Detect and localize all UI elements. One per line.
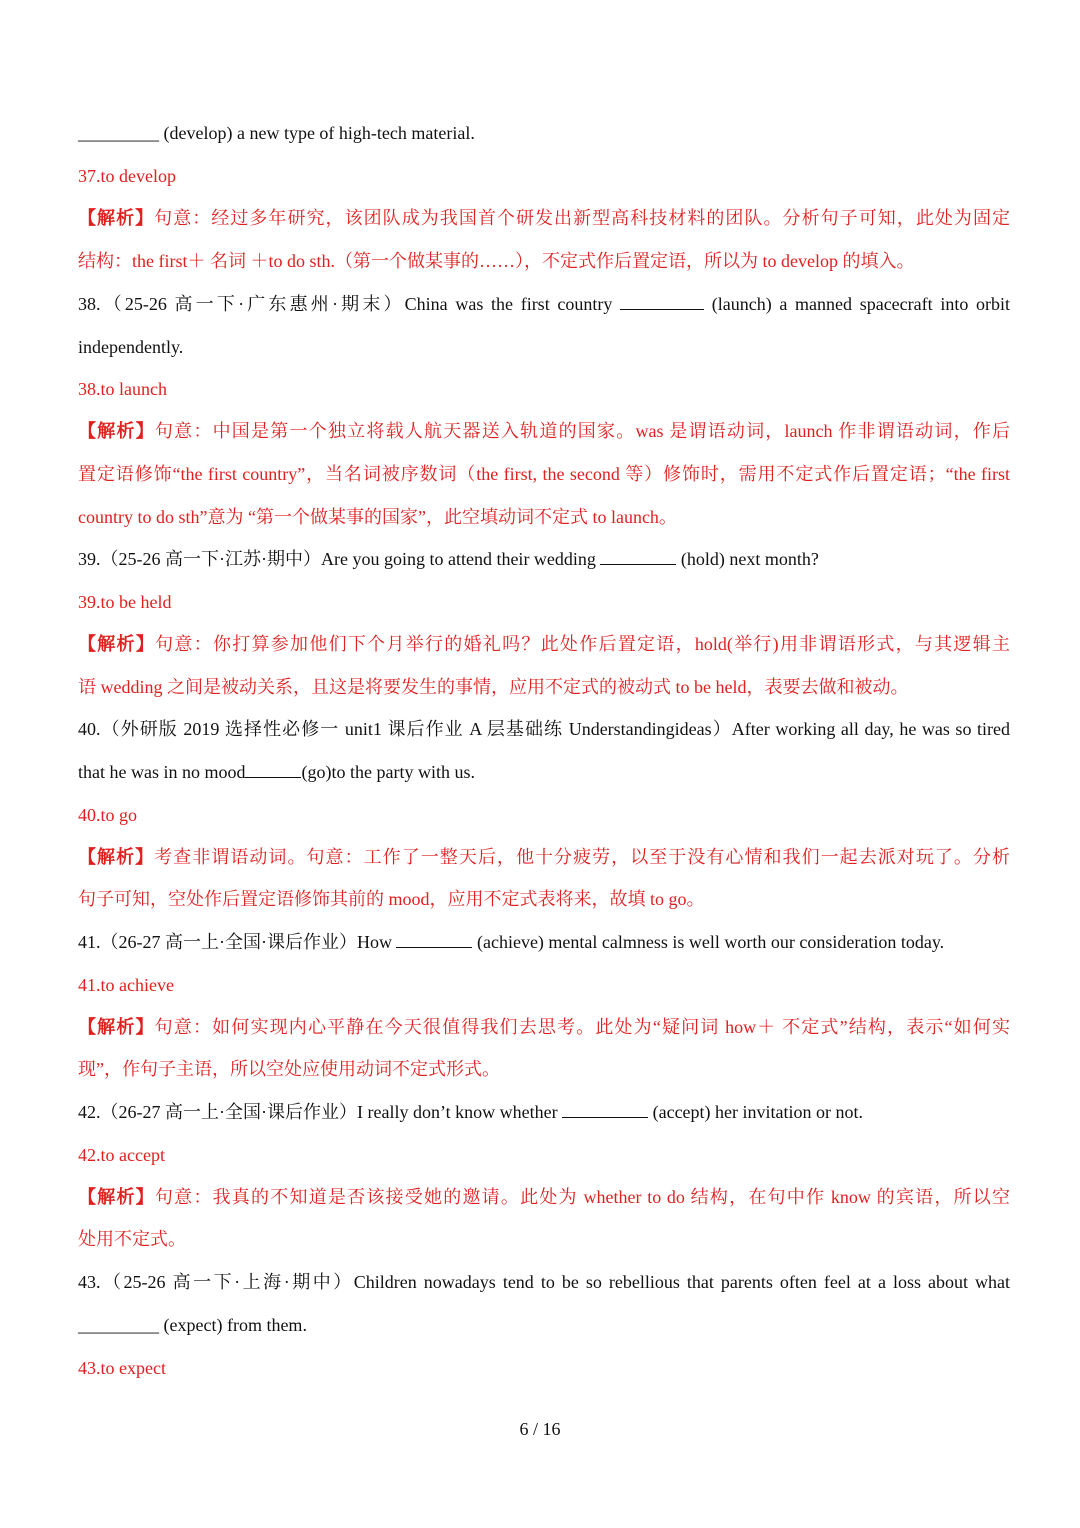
answer-38: 38.to launch	[78, 379, 167, 399]
analysis-37-line1: 【解析】句意：经过多年研究，该团队成为我国首个研发出新型高科技材料的团队。分析句子可知，此处为固定	[78, 208, 1011, 228]
answer-blank	[600, 548, 676, 565]
analysis-41-line1: 【解析】句意：如何实现内心平静在今天很值得我们去思考。此处为“疑问词 how＋ 不定式”结构，表示“如何实	[78, 1017, 1011, 1037]
question-41: 41.（26-27 高一上·全国·课后作业）How (achieve) mental calmness is well worth our consideration today.	[78, 932, 945, 952]
question-43-line1: 43.（25-26 高一下·上海·期中）Children nowadays tend to be so rebellious that parents often feel at a loss about what	[78, 1272, 1010, 1292]
answer-blank	[396, 931, 472, 948]
answer-39: 39.to be held	[78, 592, 172, 612]
answer-37: 37.to develop	[78, 166, 176, 186]
analysis-41-line2: 现”，作句子主语，所以空处应使用动词不定式形式。	[78, 1059, 500, 1079]
analysis-38-line3: country to do sth”意为 “第一个做某事的国家”，此空填动词不定式 to launch。	[78, 507, 677, 527]
analysis-39-line2: 语 wedding 之间是被动关系，且这是将要发生的事情，应用不定式的被动式 to be held，表要去做和被动。	[78, 677, 909, 697]
question-39: 39.（25-26 高一下·江苏·期中）Are you going to attend their wedding (hold) next month?	[78, 549, 819, 569]
analysis-42-line1: 【解析】句意：我真的不知道是否该接受她的邀请。此处为 whether to do 结构，在句中作 know 的宾语，所以空	[78, 1187, 1010, 1207]
question-42: 42.（26-27 高一上·全国·课后作业）I really don’t know whether (accept) her invitation or not.	[78, 1102, 864, 1122]
analysis-39-line1: 【解析】句意：你打算参加他们下个月举行的婚礼吗？此处作后置定语，hold(举行)用非谓语形式，与其逻辑主	[78, 634, 1010, 654]
answer-40: 40.to go	[78, 805, 138, 825]
answer-blank	[620, 293, 704, 310]
analysis-38-line2: 置定语修饰“the first country”，当名词被序数词（the first, the second 等）修饰时，需用不定式作后置定语；“the first	[78, 464, 1010, 484]
question-38-line2: independently.	[78, 337, 184, 357]
blank-underscore: _________	[78, 123, 159, 143]
question-40-line1: 40.（外研版 2019 选择性必修一 unit1 课后作业 A 层基础练 Understandingideas）After working all day, he was so tired	[78, 719, 1010, 739]
question-38-line1: 38.（25-26 高一下·广东惠州·期末）China was the first country (launch) a manned spacecraft into orbit	[78, 294, 1010, 314]
answer-42: 42.to accept	[78, 1145, 165, 1165]
question-40-line2: that he was in no mood (go)to the party with us.	[78, 762, 475, 782]
answer-blank	[245, 761, 301, 778]
answer-blank	[562, 1101, 648, 1118]
analysis-40-line1: 【解析】考查非谓语动词。句意：工作了一整天后，他十分疲劳，以至于没有心情和我们一起去派对玩了。分析	[78, 847, 1011, 867]
question-43-line2: _________ (expect) from them.	[78, 1315, 307, 1335]
analysis-42-line2: 处用不定式。	[78, 1229, 186, 1249]
question-36-continuation: _________ (develop) a new type of high-tech material.	[78, 123, 475, 143]
blank-underscore: _________	[78, 1315, 159, 1335]
answer-43: 43.to expect	[78, 1358, 166, 1378]
answer-41: 41.to achieve	[78, 975, 174, 995]
analysis-37-line2: 结构：the first＋ 名词 ＋to do sth.（第一个做某事的……），不定式作后置定语，所以为 to develop 的填入。	[78, 251, 915, 271]
analysis-40-line2: 句子可知，空处作后置定语修饰其前的 mood，应用不定式表将来，故填 to go。	[78, 889, 705, 909]
page-number: 6 / 16	[519, 1419, 561, 1439]
analysis-38-line1: 【解析】句意：中国是第一个独立将载人航天器送入轨道的国家。was 是谓语动词，launch 作非谓语动词，作后	[78, 421, 1011, 441]
